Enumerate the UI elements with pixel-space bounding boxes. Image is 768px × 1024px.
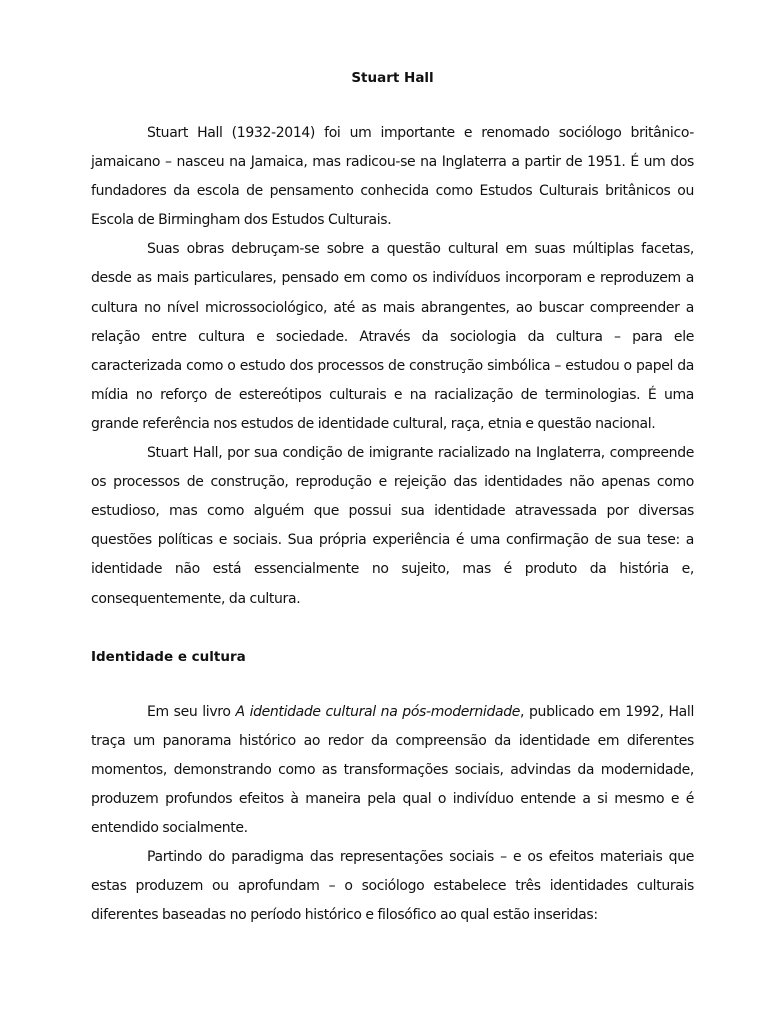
paragraph-works: Suas obras debruçam-se sobre a questão cultural em suas múltiplas facetas, desde as mais particulares, pensado em como os indivíduos incorporam e reproduzem a cultura no nível microssociológico, até as mais abrangentes, ao buscar compreender a relação entre cultura e sociedade. Através da sociologia da cultura – para ele caracterizada como o estudo dos processos de construção simbólica – estudou o papel da mídia no reforço de estereótipos culturais e na racialização de terminologias. É uma grande referência nos estudos de identidade cultural, raça, etnia e questão nacional.	[91, 241, 694, 432]
spacer	[91, 672, 694, 698]
paragraph-immigrant: Stuart Hall, por sua condição de imigrante racializado na Inglaterra, compreende os processos de construção, reprodução e rejeição das identidades não apenas como estudioso, mas como alguém que possui sua identidade atravessada por diversas questões políticas e sociais. Sua própria experiência é uma confirmação de sua tese: a identidade não está essencialmente no sujeito, mas é produto da história e, consequentemente, da cultura.	[91, 445, 694, 607]
paragraph-book-before: Em seu livro	[147, 703, 236, 720]
paragraph-book	[91, 698, 694, 843]
spacer	[91, 90, 694, 119]
section-heading: Identidade e cultura	[91, 648, 246, 665]
paragraph-intro: Stuart Hall (1932-2014) foi um importante e renomado sociólogo britânico-jamaicano – nasceu na Jamaica, mas radicou-se na Inglaterra a partir de 1951. É um dos fundadores da escola de pensamento conhecida como Estudos Culturais britânicos ou Escola de Birmingham dos Estudos Culturais.	[91, 125, 694, 229]
paragraph-paradigm: Partindo do paradigma das representações sociais – e os efeitos materiais que estas produzem ou aprofundam – o sociólogo estabelece três identidades culturais diferentes baseadas no período histórico e filosófico ao qual estão inseridas:	[91, 849, 694, 924]
document-page	[91, 66, 694, 930]
document-title: Stuart Hall	[351, 70, 434, 86]
spacer	[91, 614, 694, 643]
book-title: A identidade cultural na pós-modernidade	[235, 703, 521, 720]
paragraph-book-after: , publicado em 1992, Hall traça um panorama histórico ao redor da compreensão da identidade em diferentes momentos, demonstrando como as transformações sociais, advindas da modernidade, produzem profundos efeitos à maneira pela qual o indivíduo entende a si mesmo e é entendido socialmente.	[91, 703, 694, 836]
